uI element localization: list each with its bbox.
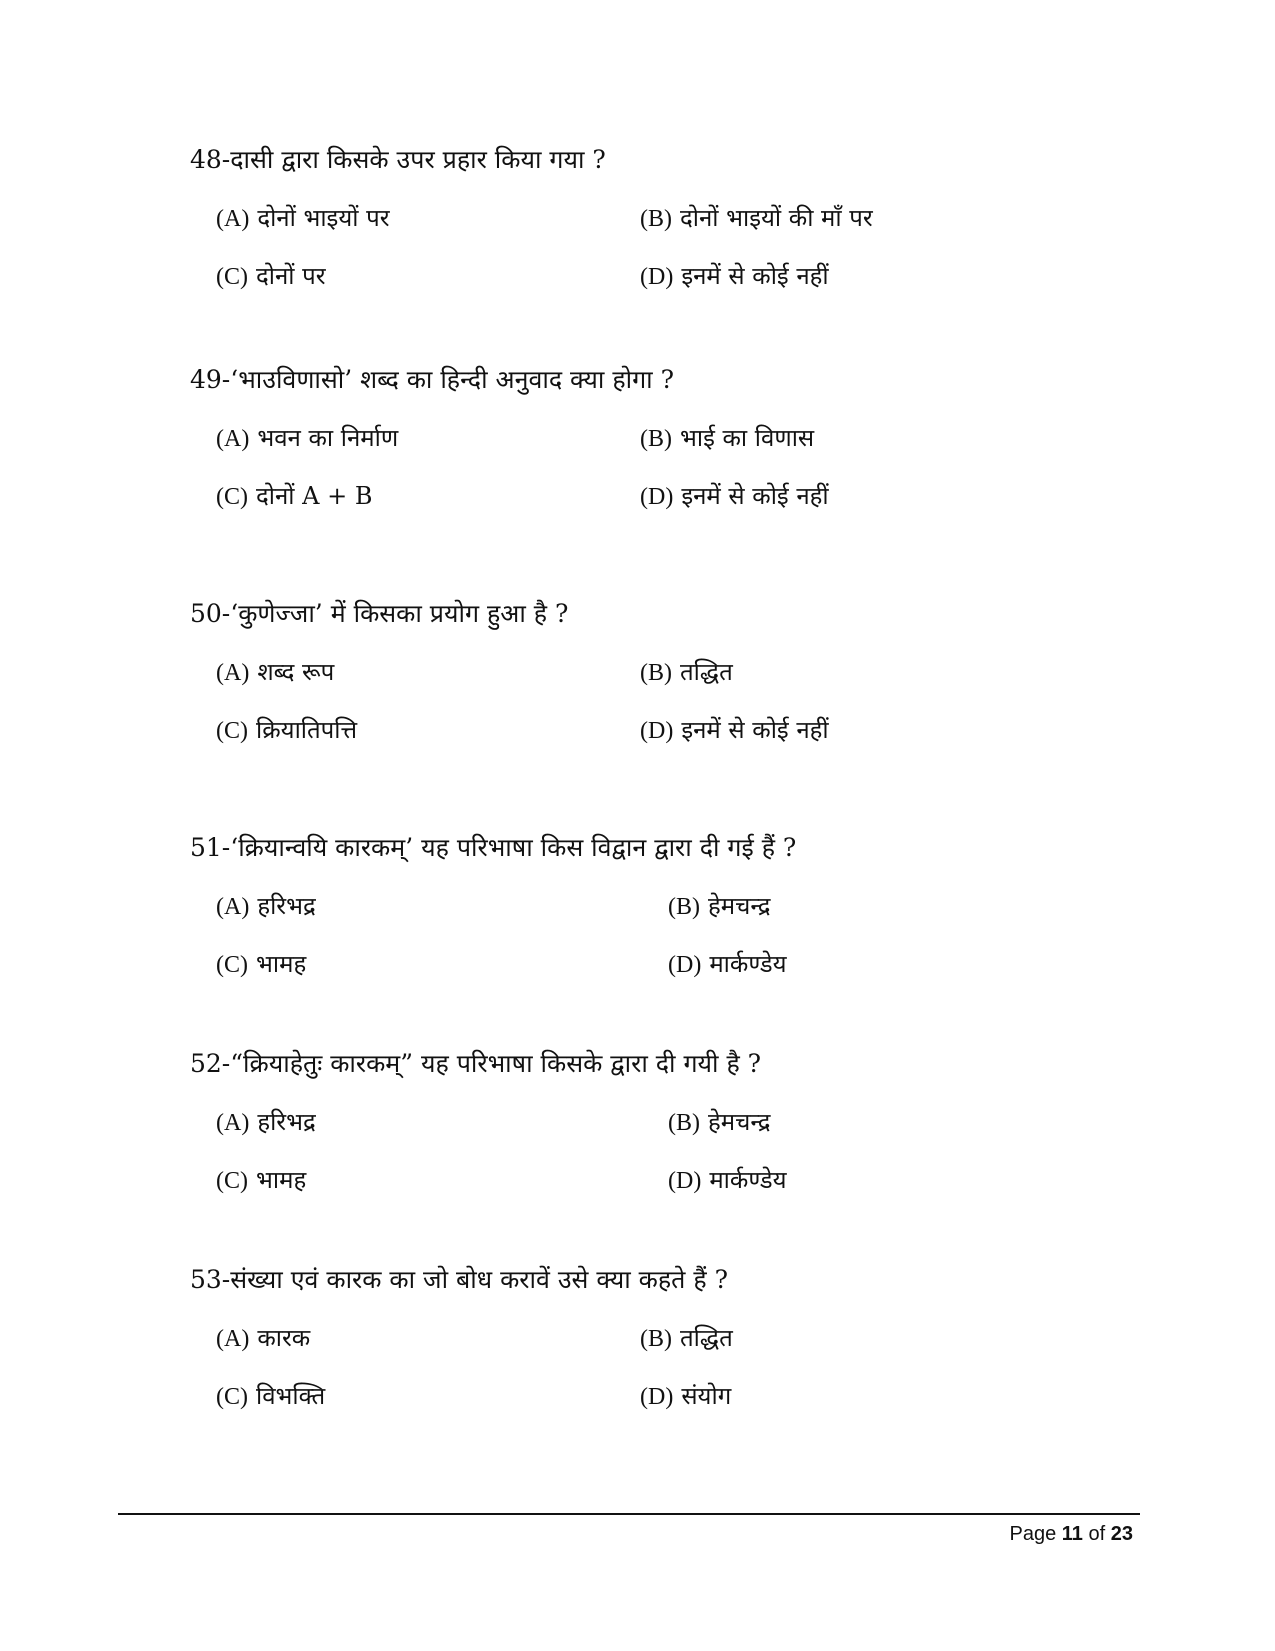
option-b: [668, 1106, 771, 1139]
option-text: मार्कण्डेय: [709, 950, 787, 978]
option-label: (A): [216, 1110, 250, 1136]
option-b: [640, 1322, 733, 1355]
option-label: (A): [216, 660, 250, 686]
page-total: 23: [1110, 1523, 1133, 1545]
option-text: कारक: [257, 1324, 311, 1352]
option-label: (B): [668, 1110, 700, 1136]
option-label: (D): [668, 1168, 702, 1194]
option-a: [216, 1322, 310, 1355]
option-text: दोनों भाइयों पर: [257, 204, 390, 232]
option-d: [668, 1164, 787, 1197]
option-a: [216, 202, 390, 235]
option-label: (B): [640, 206, 672, 232]
option-text: भाई का विणास: [680, 424, 815, 452]
option-text: दोनों A + B: [256, 482, 373, 510]
option-label: (C): [216, 1168, 248, 1194]
option-label: (B): [640, 660, 672, 686]
option-text: संयोग: [681, 1382, 732, 1410]
question-stem: 49-‘भाउविणासो’ शब्द का हिन्दी अनुवाद क्या होगा ?: [190, 365, 675, 394]
page-prefix: Page: [1009, 1523, 1057, 1545]
option-a: [216, 1106, 316, 1139]
option-text: हरिभद्र: [257, 1108, 316, 1136]
option-c: [216, 948, 306, 981]
option-text: इनमें से कोई नहीं: [681, 716, 829, 744]
option-d: [668, 948, 787, 981]
option-label: (D): [640, 484, 674, 510]
option-text: विभक्ति: [256, 1382, 326, 1410]
option-c: [216, 480, 372, 513]
option-text: मार्कण्डेय: [709, 1166, 787, 1194]
option-label: (A): [216, 894, 250, 920]
option-d: [640, 260, 829, 293]
question-stem: 52-“क्रियाहेतुः कारकम्” यह परिभाषा किसके द्वारा दी गयी है ?: [190, 1049, 762, 1078]
option-label: (C): [216, 484, 248, 510]
option-label: (C): [216, 1384, 248, 1410]
option-b: [640, 202, 873, 235]
option-text: दोनों भाइयों की माँ पर: [680, 204, 873, 232]
option-text: हेमचन्द्र: [708, 892, 771, 920]
option-label: (D): [668, 952, 702, 978]
option-text: तद्धित: [680, 658, 733, 686]
option-c: [216, 1380, 325, 1413]
question-stem: 48-दासी द्वारा किसके उपर प्रहार किया गया ?: [190, 145, 606, 174]
option-label: (A): [216, 426, 250, 452]
option-text: शब्द रूप: [257, 658, 335, 686]
option-d: [640, 1380, 731, 1413]
option-text: इनमें से कोई नहीं: [681, 482, 829, 510]
option-c: [216, 260, 326, 293]
option-label: (D): [640, 718, 674, 744]
option-label: (A): [216, 1326, 250, 1352]
option-b: [640, 422, 814, 455]
option-text: भामह: [256, 1166, 307, 1194]
page-of: of: [1088, 1523, 1106, 1545]
option-label: (C): [216, 952, 248, 978]
question-stem: 51-‘क्रियान्वयि कारकम्’ यह परिभाषा किस विद्वान द्वारा दी गई हैं ?: [190, 833, 797, 862]
option-b: [668, 890, 771, 923]
option-b: [640, 656, 733, 689]
question-stem: 50-‘कुणेज्जा’ में किसका प्रयोग हुआ है ?: [190, 599, 569, 628]
option-label: (C): [216, 718, 248, 744]
option-a: [216, 422, 398, 455]
option-c: [216, 714, 357, 747]
option-c: [216, 1164, 306, 1197]
option-text: भवन का निर्माण: [257, 424, 399, 452]
option-text: क्रियातिपत्ति: [256, 716, 358, 744]
option-text: हरिभद्र: [257, 892, 316, 920]
option-label: (D): [640, 264, 674, 290]
page-current: 11: [1061, 1523, 1083, 1545]
option-d: [640, 714, 829, 747]
page-number: [1010, 1520, 1134, 1548]
footer-divider: [118, 1513, 1140, 1515]
option-label: (B): [640, 1326, 672, 1352]
option-text: तद्धित: [680, 1324, 733, 1352]
option-text: इनमें से कोई नहीं: [681, 262, 829, 290]
option-text: हेमचन्द्र: [708, 1108, 771, 1136]
option-label: (C): [216, 264, 248, 290]
option-label: (A): [216, 206, 250, 232]
option-a: [216, 890, 316, 923]
option-d: [640, 480, 829, 513]
option-text: दोनों पर: [256, 262, 326, 290]
option-text: भामह: [256, 950, 307, 978]
question-stem: 53-संख्या एवं कारक का जो बोध करावें उसे क्या कहते हैं ?: [190, 1265, 728, 1294]
option-label: (D): [640, 1384, 674, 1410]
option-label: (B): [640, 426, 672, 452]
option-a: [216, 656, 334, 689]
option-label: (B): [668, 894, 700, 920]
